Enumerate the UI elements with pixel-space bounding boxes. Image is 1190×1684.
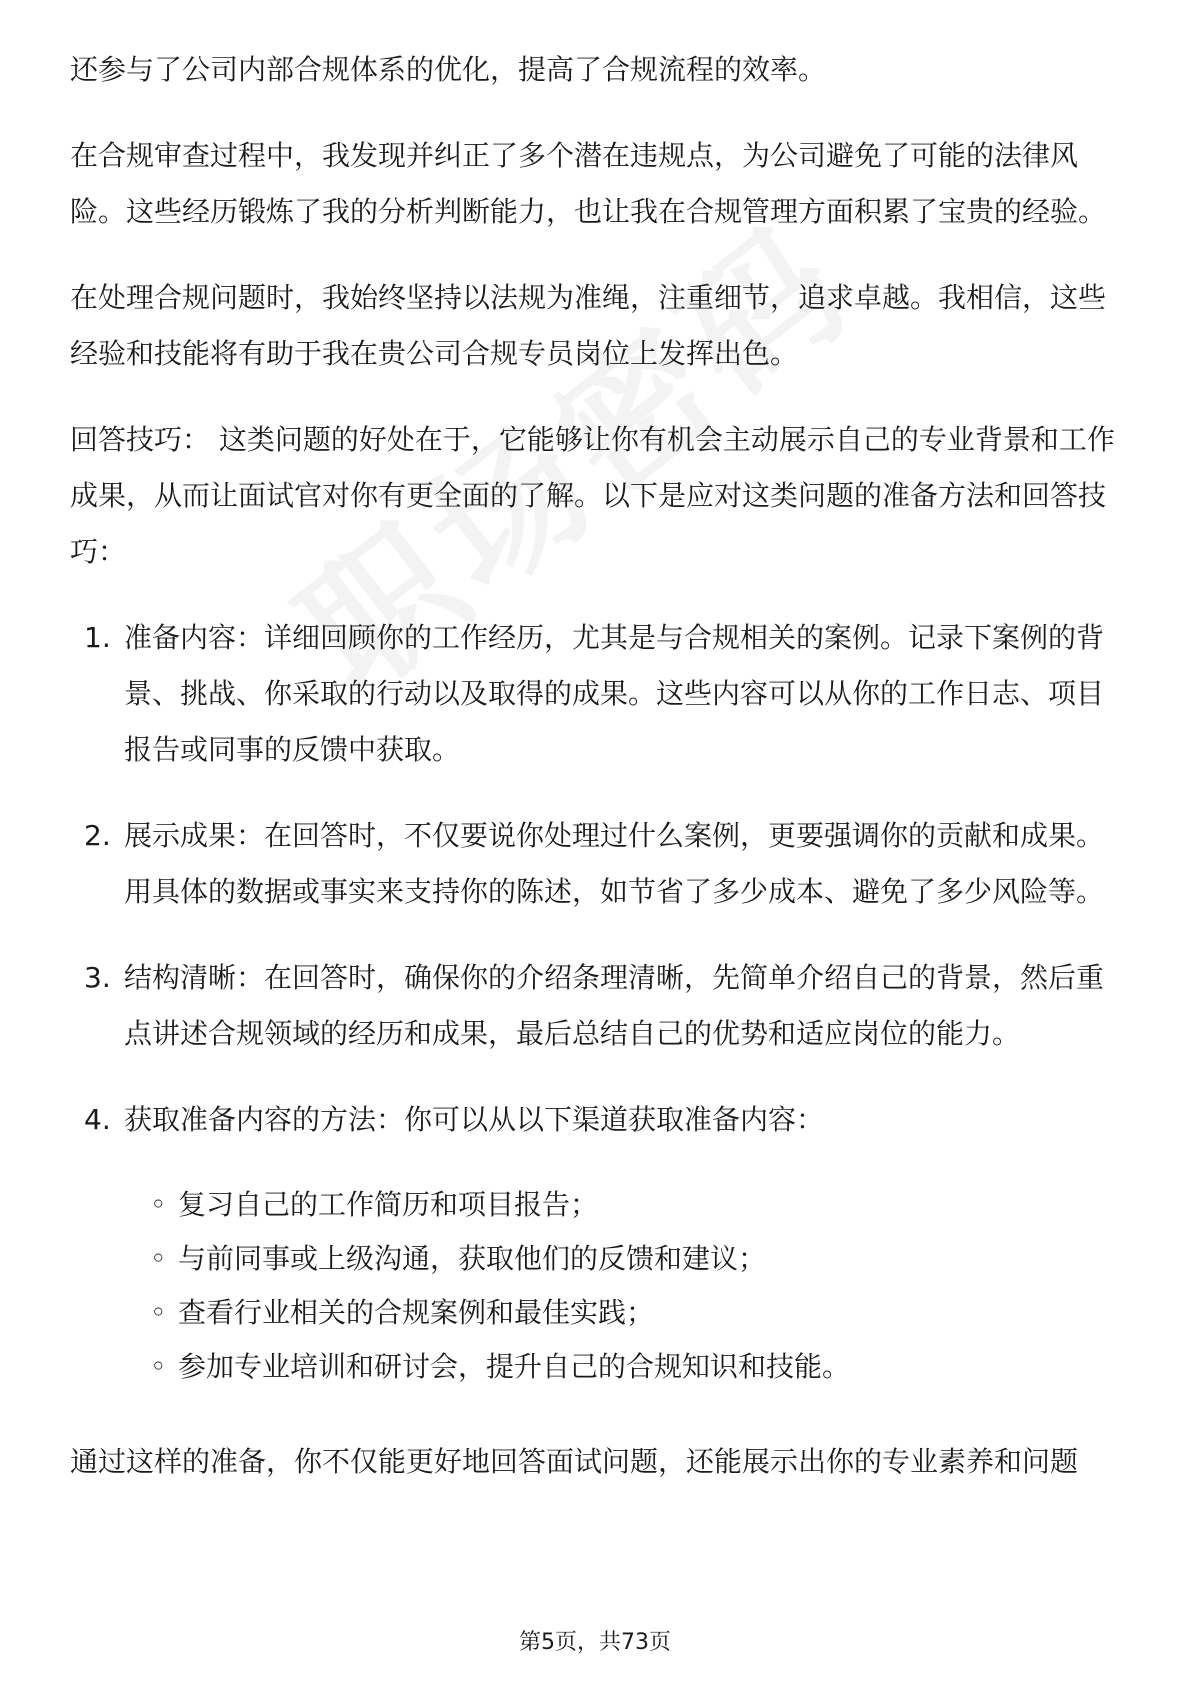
list-item [70,610,1120,778]
list-item [70,950,1120,1062]
list-number: 2. [84,819,111,852]
list-number: 3. [84,961,111,994]
document-body [70,42,1120,1490]
bullet-circle-icon: ◦ [150,1296,167,1329]
list-item [70,808,1120,920]
list-number: 4. [84,1103,111,1136]
list-item-text: 结构清晰：在回答时，确保你的介绍条理清晰，先简单介绍自己的背景，然后重点讲述合规领域的经历和成果，最后总结自己的优势和适应岗位的能力。 [124,961,1105,1050]
paragraph: 在合规审查过程中，我发现并纠正了多个潜在违规点，为公司避免了可能的法律风险。这些经历锻炼了我的分析判断能力，也让我在合规管理方面积累了宝贵的经验。 [70,139,1107,228]
bullet-circle-icon: ◦ [150,1350,167,1383]
bullet-list [70,1178,1120,1394]
list-item [70,1092,1120,1148]
paragraph: 还参与了公司内部合规体系的优化，提高了合规流程的效率。 [70,53,827,86]
bullet-circle-icon: ◦ [150,1242,167,1275]
page-footer: 第5页，共73页 [519,1630,671,1655]
bullet-item [70,1178,1120,1232]
paragraph: 在处理合规问题时，我始终坚持以法规为准绳，注重细节，追求卓越。我相信，这些经验和技能将有助于我在贵公司合规专员岗位上发挥出色。 [70,281,1107,370]
paragraph: 通过这样的准备，你不仅能更好地回答面试问题，还能展示出你的专业素养和问题 [70,1445,1079,1478]
bullet-item [70,1232,1120,1286]
list-number: 1. [84,621,111,654]
bullet-circle-icon: ◦ [150,1188,167,1221]
bullet-item-text: 与前同事或上级沟通，获取他们的反馈和建议； [178,1242,767,1275]
list-item-text: 展示成果：在回答时，不仅要说你处理过什么案例，更要强调你的贡献和成果。用具体的数据或事实来支持你的陈述，如节省了多少成本、避免了多少风险等。 [124,819,1105,908]
bullet-item-text: 复习自己的工作简历和项目报告； [178,1188,599,1221]
list-item-text: 准备内容：详细回顾你的工作经历，尤其是与合规相关的案例。记录下案例的背景、挑战、你采取的行动以及取得的成果。这些内容可以从你的工作日志、项目报告或同事的反馈中获取。 [124,621,1105,766]
list-item-text: 获取准备内容的方法：你可以从以下渠道获取准备内容： [124,1103,825,1136]
bullet-item [70,1286,1120,1340]
bullet-item-text: 参加专业培训和研讨会，提升自己的合规知识和技能。 [178,1350,851,1383]
bullet-item-text: 查看行业相关的合规案例和最佳实践； [178,1296,655,1329]
paragraph: 回答技巧： 这类问题的好处在于，它能够让你有机会主动展示自己的专业背景和工作成果，从而让面试官对你有更全面的了解。以下是应对这类问题的准备方法和回答技巧： [70,423,1115,568]
bullet-item [70,1340,1120,1394]
numbered-list [70,610,1120,1148]
